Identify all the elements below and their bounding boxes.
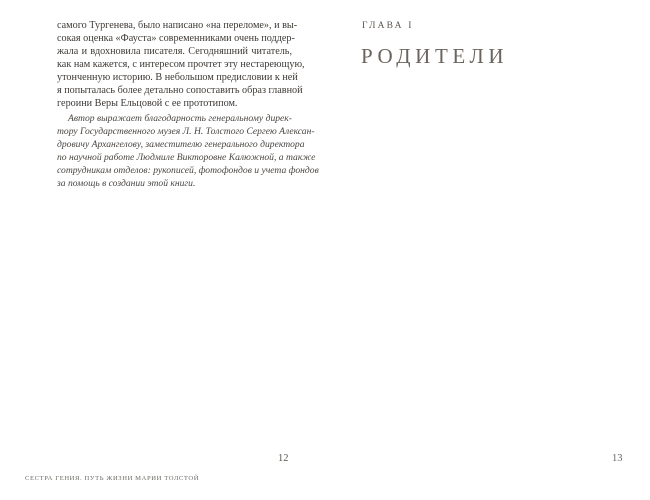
chapter-label: ГЛАВА I	[362, 21, 414, 31]
text-line: Автор выражает благодарность генеральному дирек-	[68, 113, 292, 124]
text-line: дровичу Архангелову, заместителю генерального директора	[57, 139, 305, 150]
text-line: по научной работе Людмиле Викторовне Калюжной, а также	[57, 152, 316, 163]
text-line: сокая оценка «Фауста» современниками очень поддер-	[57, 33, 295, 44]
text-line: сотрудникам отделов: рукописей, фотофондов и учета фондов	[57, 165, 319, 176]
text-line: тору Государственного музея Л. Н. Толстого Сергею Алексан-	[57, 126, 315, 137]
text-line: героини Веры Ельцовой с ее прототипом.	[57, 98, 238, 109]
text-line: как нам кажется, с интересом прочтет эту нестареющую,	[57, 59, 305, 70]
running-head: СЕСТРА ГЕНИЯ. ПУТЬ ЖИЗНИ МАРИИ ТОЛСТОЙ	[25, 475, 200, 482]
right-page	[325, 0, 650, 500]
text-line: жала и вдохновила писателя. Сегодняшний читатель,	[57, 46, 292, 57]
text-line: я попыталась более детально сопоставить образ главной	[57, 85, 303, 96]
chapter-title: РОДИТЕЛИ	[361, 44, 509, 68]
page-number: 12	[278, 453, 289, 464]
text-line: самого Тургенева, было написано «на переломе», и вы-	[57, 20, 298, 31]
body-paragraph	[57, 19, 305, 110]
acknowledgement-paragraph	[57, 112, 319, 190]
text-line: утонченную историю. В небольшом предисловии к ней	[57, 72, 298, 83]
text-line: за помощь в создании этой книги.	[57, 178, 196, 189]
page-number: 13	[612, 453, 623, 464]
